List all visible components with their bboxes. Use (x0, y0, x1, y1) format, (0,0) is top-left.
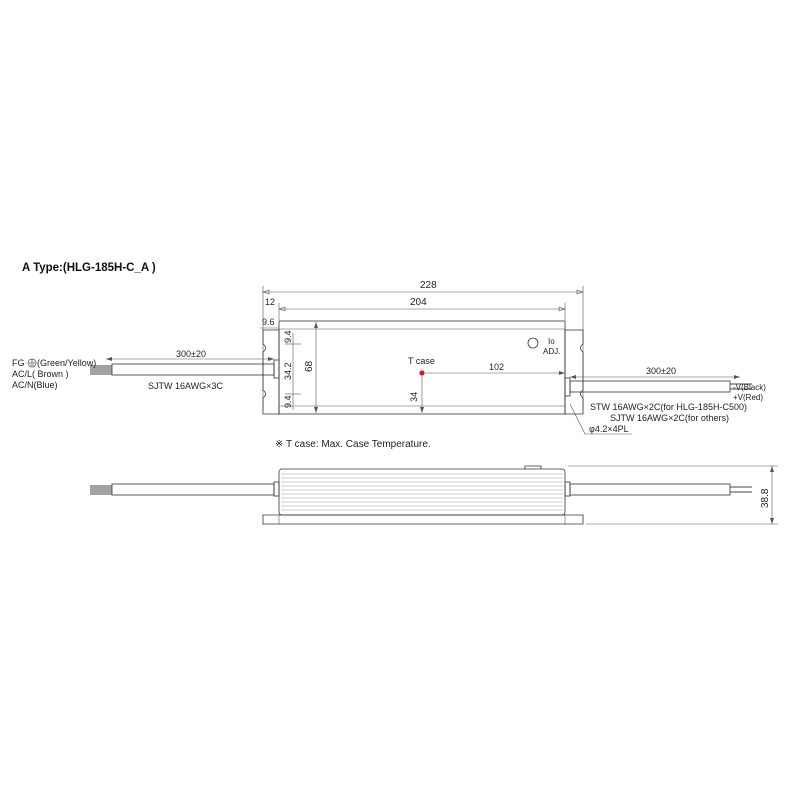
v-neg-label: -V(Black) (733, 383, 766, 392)
top-view (12, 280, 766, 450)
adj-label: ADJ. (543, 347, 561, 356)
dim-offset-12: 12 (265, 297, 276, 307)
heatsink-fins (281, 474, 563, 510)
ac-n-label: AC/N(Blue) (12, 380, 58, 390)
dim-hole-9-4-bottom: 9.4 (283, 395, 293, 408)
drawing-title: A Type:(HLG-185H-C_A ) (22, 262, 156, 274)
side-view (90, 466, 778, 524)
dim-body-length: 204 (410, 297, 427, 308)
dim-hole-9-4-top: 9.4 (283, 330, 293, 343)
dim-cable-right: 300±20 (646, 366, 676, 376)
dim-hole-34-2: 34.2 (283, 362, 293, 380)
dim-offset-9-6: 9.6 (262, 317, 275, 327)
v-pos-label: +V(Red) (733, 393, 764, 402)
tcase-note: ※ T case: Max. Case Temperature. (275, 439, 431, 450)
dim-height-38-8: 38.8 (760, 488, 771, 508)
stw-cable-label: STW 16AWG×2C(for HLG-185H-C500) (590, 402, 747, 412)
dim-tcase-102: 102 (489, 362, 505, 372)
dim-tcase-34: 34 (409, 391, 419, 402)
dim-height-68: 68 (304, 360, 315, 372)
fg-label: FG (12, 358, 25, 368)
hole-spec-label: φ4.2×4PL (589, 424, 629, 434)
io-label: Io (548, 337, 555, 346)
io-adj-potentiometer (528, 338, 538, 348)
cable-input-label: SJTW 16AWG×3C (148, 381, 223, 391)
dim-overall-length: 228 (420, 280, 437, 291)
ground-icon (28, 359, 36, 367)
fg-color-label: (Green/Yellow) (37, 358, 97, 368)
tcase-marker-icon (419, 370, 424, 375)
dim-cable-left: 300±20 (176, 349, 206, 359)
ac-l-label: AC/L( Brown ) (12, 369, 69, 379)
tcase-label: T case (408, 356, 435, 366)
sjtw-cable-label: SJTW 16AWG×2C(for others) (610, 413, 729, 423)
